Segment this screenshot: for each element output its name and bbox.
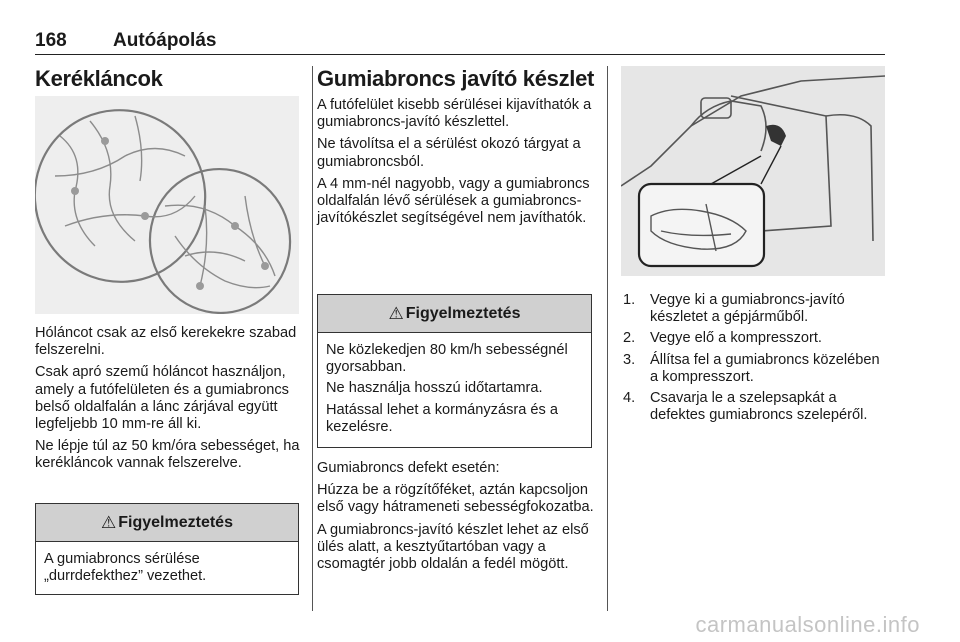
list-item: 4. Csavarja le a szelepsapkát a defektes gumiabroncs szelepéről.: [623, 390, 868, 424]
watermark: carmanualsonline.info: [695, 612, 920, 637]
warning-title: Figyelmeztetés: [405, 304, 521, 322]
warning-header: [36, 504, 298, 542]
warning-title: Figyelmeztetés: [118, 513, 233, 531]
paragraph: A 4 mm-nél nagyobb, vagy a gumiabroncs oldalfalán lévő sérülések a gumiabroncs-javítókészlet segítségével nem javíthatók.: [317, 175, 590, 227]
snow-chains-text: [35, 325, 303, 478]
warning-text: Ne közlekedjen 80 km/h sebességnél gyorsabban.: [326, 342, 568, 376]
warning-triangle-icon: ⚠: [101, 512, 117, 532]
tire-repair-intro: [317, 97, 595, 232]
page-header: [35, 30, 885, 55]
warning-text: Hatással lehet a kormányzásra és a kezelésre.: [326, 401, 558, 435]
warning-box-snow-chains: [35, 503, 299, 595]
paragraph: Húzza be a rögzítőféket, aztán kapcsoljon első vagy hátrameneti sebességfokozatba.: [317, 482, 594, 516]
warning-box-tire-repair: [317, 294, 592, 448]
paragraph: A futófelület kisebb sérülései kijavíthatók a gumiabroncs-javító készlettel.: [317, 97, 592, 131]
snow-chain-drawing: [35, 96, 299, 314]
list-item: 1. Vegye ki a gumiabroncs-javító készletet a gépjárműből.: [623, 292, 845, 326]
list-item: 3. Állítsa fel a gumiabroncs közelében a kompresszort.: [623, 351, 880, 385]
tire-repair-steps: [623, 292, 887, 428]
warning-header: [318, 295, 591, 333]
list-item: 2. Vegye elő a kompresszort.: [623, 330, 822, 347]
section-heading-snow-chains: Kerékláncok: [35, 66, 163, 91]
column-divider: [607, 66, 608, 611]
section-heading-tire-repair-kit: Gumiabroncs javító készlet: [317, 66, 595, 91]
tire-repair-instructions: [317, 460, 597, 578]
snow-chain-illustration: [35, 96, 299, 314]
paragraph: Ne távolítsa el a sérülést okozó tárgyat a gumiabroncsból.: [317, 136, 581, 170]
column-divider: [312, 66, 313, 611]
trunk-repair-kit-drawing: [621, 66, 885, 276]
steps-list: [623, 292, 887, 424]
trunk-illustration: [621, 66, 885, 276]
paragraph: Gumiabroncs defekt esetén:: [317, 460, 500, 476]
warning-triangle-icon: ⚠: [388, 303, 404, 323]
paragraph: Csak apró szemű hóláncot használjon, amely a futófelületen és a gumiabroncs belső oldalfalán a lánc zárjával együtt legfeljebb 10 mm-re áll ki.: [35, 364, 289, 433]
chapter-title: Autóápolás: [113, 30, 217, 51]
warning-text: A gumiabroncs sérülése „durrdefekthez” vezethet.: [44, 551, 207, 585]
warning-body: [318, 333, 591, 448]
warning-body: [36, 542, 298, 597]
page-number: 168: [35, 30, 67, 51]
paragraph: Ne lépje túl az 50 km/óra sebességet, ha kerékláncok vannak felszerelve.: [35, 438, 300, 472]
warning-text: Ne használja hosszú időtartamra.: [326, 380, 543, 397]
paragraph: Hóláncot csak az első kerekekre szabad felszerelni.: [35, 325, 297, 359]
paragraph: A gumiabroncs-javító készlet lehet az első ülés alatt, a kesztyűtartóban vagy a csomagtér jobb oldalán a fedél mögött.: [317, 521, 589, 573]
